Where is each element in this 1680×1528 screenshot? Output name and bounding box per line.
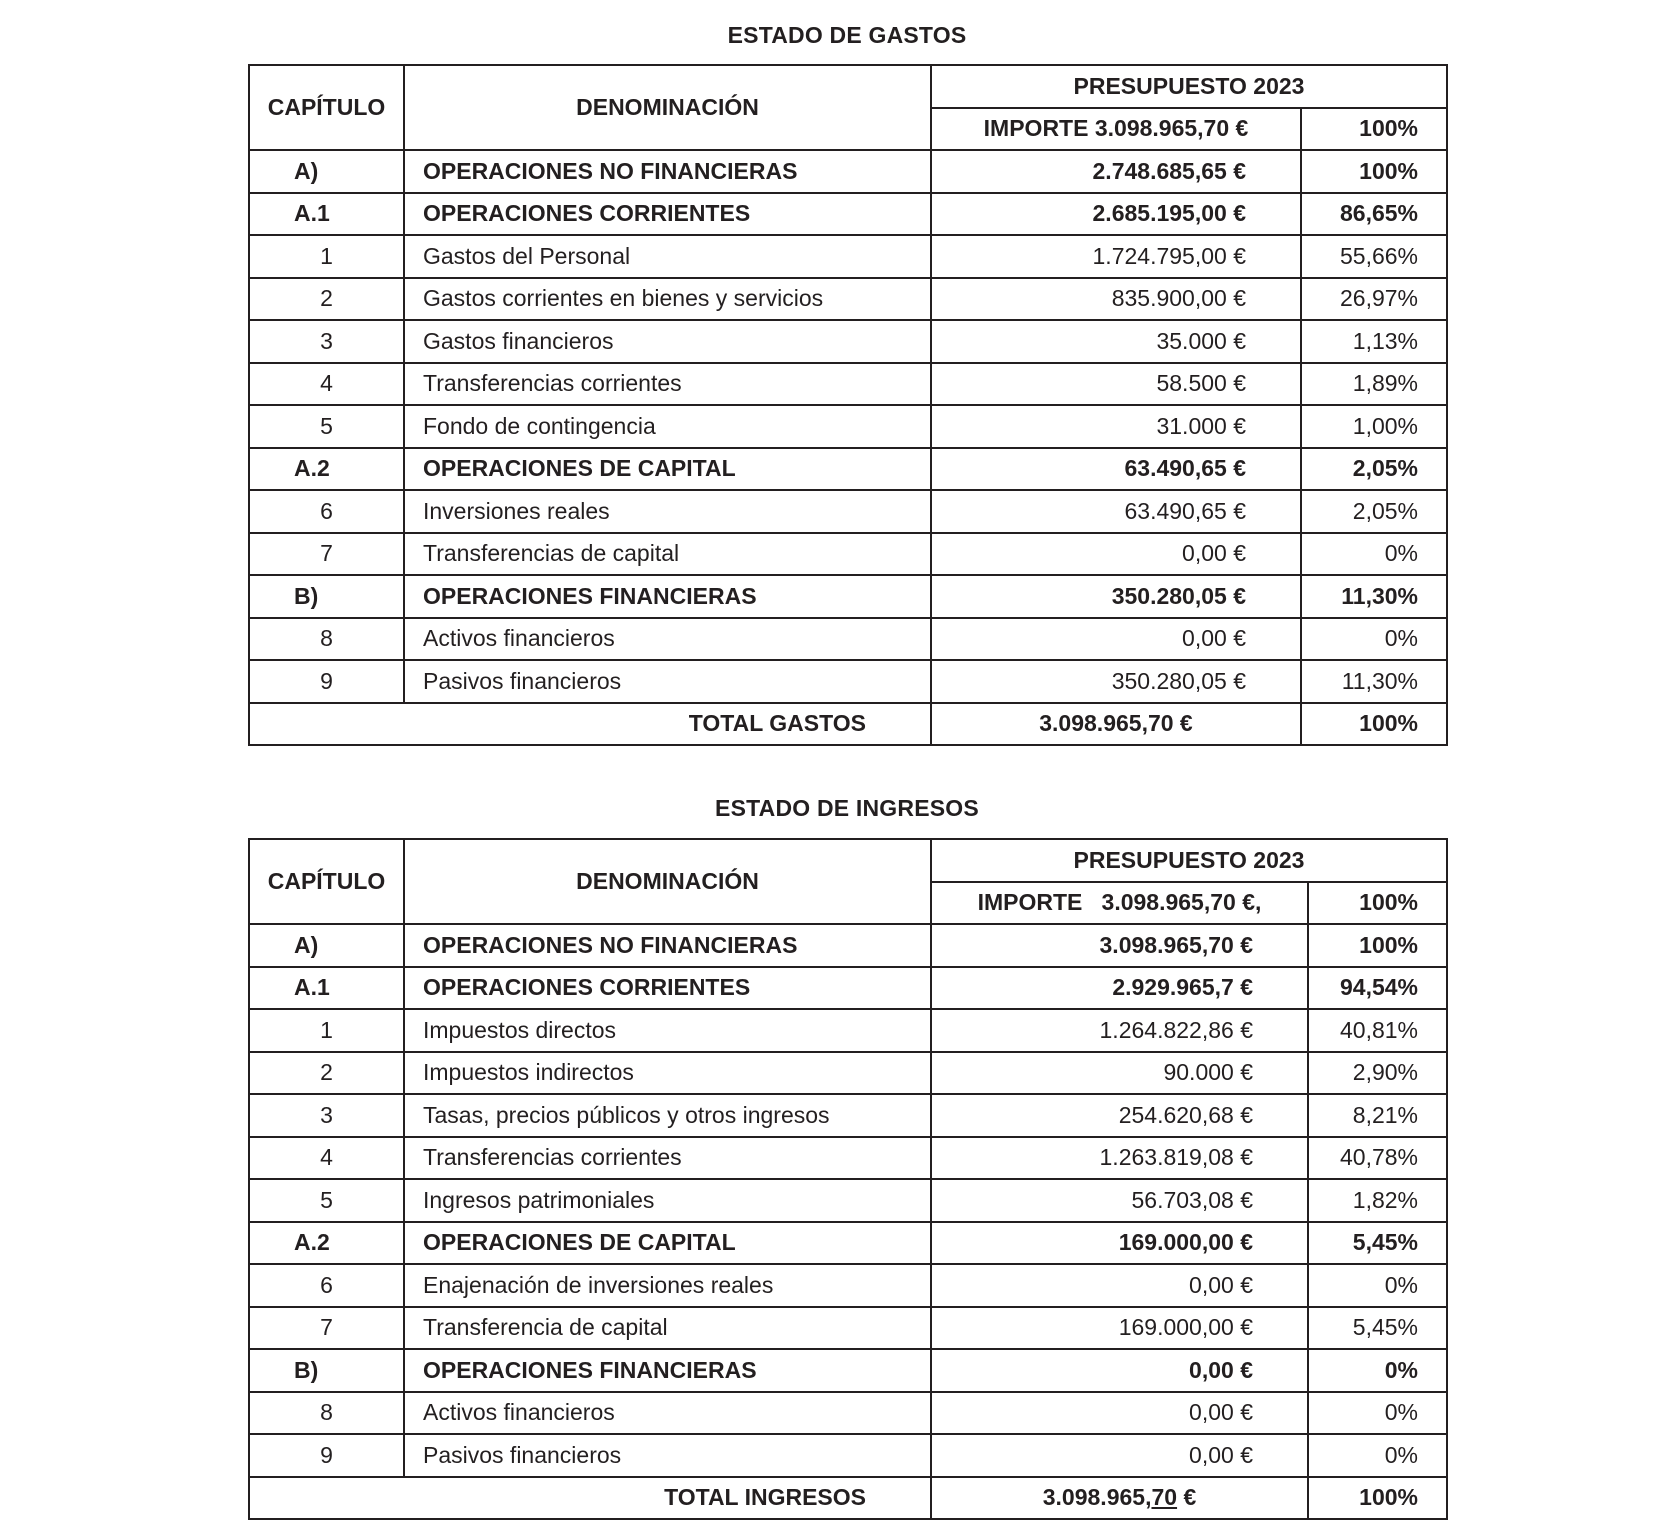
importe-cell: 350.280,05 € (931, 660, 1301, 703)
porcentaje-cell: 40,78% (1308, 1137, 1447, 1180)
table-row (249, 1307, 1447, 1350)
porcentaje-cell: 5,45% (1308, 1222, 1447, 1265)
porcentaje-cell: 0% (1308, 1434, 1447, 1477)
section-row (249, 924, 1447, 967)
table-row (249, 278, 1447, 321)
capitulo-cell: 4 (249, 1137, 404, 1180)
capitulo-cell: 2 (249, 278, 404, 321)
table-row (249, 1179, 1447, 1222)
ingresos-table (248, 838, 1448, 1520)
ingresos-total-row (249, 1477, 1447, 1520)
porcentaje-cell: 0% (1301, 618, 1447, 661)
capitulo-cell: 5 (249, 1179, 404, 1222)
capitulo-cell: 3 (249, 320, 404, 363)
header-presupuesto: PRESUPUESTO 2023 (931, 839, 1447, 882)
capitulo-cell: 9 (249, 1434, 404, 1477)
porcentaje-cell: 26,97% (1301, 278, 1447, 321)
denominacion-cell: Tasas, precios públicos y otros ingresos (404, 1094, 931, 1137)
denominacion-cell: Fondo de contingencia (404, 405, 931, 448)
capitulo-cell: A.1 (249, 193, 404, 236)
total-importe: 3.098.965,70 € (931, 703, 1301, 746)
header-capitulo: CAPÍTULO (249, 839, 404, 924)
importe-cell: 58.500 € (931, 363, 1301, 406)
denominacion-cell: Activos financieros (404, 618, 931, 661)
porcentaje-cell: 0% (1308, 1264, 1447, 1307)
capitulo-cell: 3 (249, 1094, 404, 1137)
header-porcentaje: 100% (1308, 882, 1447, 925)
porcentaje-cell: 1,00% (1301, 405, 1447, 448)
total-importe (931, 1477, 1308, 1520)
denominacion-cell: Pasivos financieros (404, 1434, 931, 1477)
table-row (249, 533, 1447, 576)
table-row (249, 1434, 1447, 1477)
importe-cell: 350.280,05 € (931, 575, 1301, 618)
porcentaje-cell: 2,05% (1301, 448, 1447, 491)
header-importe: IMPORTE 3.098.965,70 €, (931, 882, 1308, 925)
importe-cell: 0,00 € (931, 1264, 1308, 1307)
denominacion-cell: Activos financieros (404, 1392, 931, 1435)
importe-cell: 31.000 € (931, 405, 1301, 448)
total-label: TOTAL INGRESOS (249, 1477, 931, 1520)
gastos-table (248, 64, 1448, 746)
denominacion-cell: Transferencia de capital (404, 1307, 931, 1350)
ingresos-title: ESTADO DE INGRESOS (715, 795, 979, 821)
table-row (249, 618, 1447, 661)
capitulo-cell: 1 (249, 235, 404, 278)
importe-cell: 3.098.965,70 € (931, 924, 1308, 967)
capitulo-cell: A) (249, 924, 404, 967)
header-importe: IMPORTE 3.098.965,70 € (931, 108, 1301, 151)
capitulo-cell: 2 (249, 1052, 404, 1095)
total-porcentaje: 100% (1308, 1477, 1447, 1520)
porcentaje-cell: 86,65% (1301, 193, 1447, 236)
denominacion-cell: OPERACIONES DE CAPITAL (404, 448, 931, 491)
header-porcentaje: 100% (1301, 108, 1447, 151)
gastos-header-row (249, 65, 1447, 108)
porcentaje-cell: 100% (1301, 150, 1447, 193)
porcentaje-cell: 8,21% (1308, 1094, 1447, 1137)
capitulo-cell: 6 (249, 490, 404, 533)
denominacion-cell: Transferencias de capital (404, 533, 931, 576)
denominacion-cell: OPERACIONES FINANCIERAS (404, 575, 931, 618)
capitulo-cell: 9 (249, 660, 404, 703)
importe-cell: 0,00 € (931, 618, 1301, 661)
denominacion-cell: OPERACIONES CORRIENTES (404, 193, 931, 236)
table-row (249, 320, 1447, 363)
table-row (249, 490, 1447, 533)
section-row (249, 193, 1447, 236)
importe-cell: 1.724.795,00 € (931, 235, 1301, 278)
table-row (249, 1009, 1447, 1052)
importe-cell: 254.620,68 € (931, 1094, 1308, 1137)
importe-cell: 0,00 € (931, 1392, 1308, 1435)
denominacion-cell: Transferencias corrientes (404, 1137, 931, 1180)
section-row (249, 575, 1447, 618)
porcentaje-cell: 100% (1308, 924, 1447, 967)
header-denominacion: DENOMINACIÓN (404, 839, 931, 924)
capitulo-cell: A.2 (249, 448, 404, 491)
header-denominacion: DENOMINACIÓN (404, 65, 931, 150)
capitulo-cell: B) (249, 575, 404, 618)
section-row (249, 1222, 1447, 1265)
porcentaje-cell: 1,82% (1308, 1179, 1447, 1222)
denominacion-cell: OPERACIONES NO FINANCIERAS (404, 924, 931, 967)
table-row (249, 1392, 1447, 1435)
importe-cell: 35.000 € (931, 320, 1301, 363)
total-porcentaje: 100% (1301, 703, 1447, 746)
capitulo-cell: A.2 (249, 1222, 404, 1265)
ingresos-header-row (249, 839, 1447, 882)
total-label: TOTAL GASTOS (249, 703, 931, 746)
header-capitulo: CAPÍTULO (249, 65, 404, 150)
denominacion-cell: OPERACIONES DE CAPITAL (404, 1222, 931, 1265)
importe-cell: 1.263.819,08 € (931, 1137, 1308, 1180)
capitulo-cell: 6 (249, 1264, 404, 1307)
importe-cell: 0,00 € (931, 533, 1301, 576)
porcentaje-cell: 2,90% (1308, 1052, 1447, 1095)
gastos-body (249, 150, 1447, 703)
capitulo-cell: 7 (249, 1307, 404, 1350)
porcentaje-cell: 5,45% (1308, 1307, 1447, 1350)
total-importe-main: 3.098.965, (1042, 1484, 1152, 1511)
section-row (249, 967, 1447, 1010)
denominacion-cell: Enajenación de inversiones reales (404, 1264, 931, 1307)
porcentaje-cell: 0% (1308, 1349, 1447, 1392)
porcentaje-cell: 55,66% (1301, 235, 1447, 278)
denominacion-cell: Impuestos directos (404, 1009, 931, 1052)
section-row (249, 448, 1447, 491)
porcentaje-cell: 2,05% (1301, 490, 1447, 533)
porcentaje-cell: 94,54% (1308, 967, 1447, 1010)
importe-cell: 169.000,00 € (931, 1222, 1308, 1265)
importe-cell: 2.929.965,7 € (931, 967, 1308, 1010)
gastos-title: ESTADO DE GASTOS (727, 22, 967, 48)
capitulo-cell: 4 (249, 363, 404, 406)
section-row (249, 150, 1447, 193)
gastos-total-row (249, 703, 1447, 746)
capitulo-cell: 7 (249, 533, 404, 576)
importe-cell: 2.748.685,65 € (931, 150, 1301, 193)
capitulo-cell: 5 (249, 405, 404, 448)
ingresos-body (249, 924, 1447, 1477)
table-row (249, 660, 1447, 703)
denominacion-cell: Gastos financieros (404, 320, 931, 363)
table-row (249, 235, 1447, 278)
table-row (249, 1052, 1447, 1095)
capitulo-cell: A) (249, 150, 404, 193)
table-row (249, 1264, 1447, 1307)
table-row (249, 405, 1447, 448)
denominacion-cell: Inversiones reales (404, 490, 931, 533)
importe-cell: 169.000,00 € (931, 1307, 1308, 1350)
section-row (249, 1349, 1447, 1392)
denominacion-cell: OPERACIONES CORRIENTES (404, 967, 931, 1010)
denominacion-cell: OPERACIONES FINANCIERAS (404, 1349, 931, 1392)
porcentaje-cell: 40,81% (1308, 1009, 1447, 1052)
table-row (249, 1094, 1447, 1137)
porcentaje-cell: 11,30% (1301, 575, 1447, 618)
denominacion-cell: OPERACIONES NO FINANCIERAS (404, 150, 931, 193)
importe-cell: 63.490,65 € (931, 448, 1301, 491)
denominacion-cell: Transferencias corrientes (404, 363, 931, 406)
importe-cell: 1.264.822,86 € (931, 1009, 1308, 1052)
importe-cell: 835.900,00 € (931, 278, 1301, 321)
total-importe-underlined: 70 (1151, 1484, 1178, 1511)
porcentaje-cell: 1,89% (1301, 363, 1447, 406)
importe-cell: 2.685.195,00 € (931, 193, 1301, 236)
header-presupuesto: PRESUPUESTO 2023 (931, 65, 1447, 108)
denominacion-cell: Gastos del Personal (404, 235, 931, 278)
denominacion-cell: Ingresos patrimoniales (404, 1179, 931, 1222)
denominacion-cell: Pasivos financieros (404, 660, 931, 703)
porcentaje-cell: 11,30% (1301, 660, 1447, 703)
denominacion-cell: Gastos corrientes en bienes y servicios (404, 278, 931, 321)
table-row (249, 363, 1447, 406)
capitulo-cell: 1 (249, 1009, 404, 1052)
importe-cell: 0,00 € (931, 1349, 1308, 1392)
capitulo-cell: 8 (249, 1392, 404, 1435)
porcentaje-cell: 0% (1308, 1392, 1447, 1435)
denominacion-cell: Impuestos indirectos (404, 1052, 931, 1095)
capitulo-cell: 8 (249, 618, 404, 661)
importe-cell: 0,00 € (931, 1434, 1308, 1477)
total-importe-suffix: € (1177, 1484, 1197, 1511)
table-row (249, 1137, 1447, 1180)
importe-cell: 63.490,65 € (931, 490, 1301, 533)
importe-cell: 90.000 € (931, 1052, 1308, 1095)
porcentaje-cell: 0% (1301, 533, 1447, 576)
porcentaje-cell: 1,13% (1301, 320, 1447, 363)
capitulo-cell: B) (249, 1349, 404, 1392)
capitulo-cell: A.1 (249, 967, 404, 1010)
importe-cell: 56.703,08 € (931, 1179, 1308, 1222)
